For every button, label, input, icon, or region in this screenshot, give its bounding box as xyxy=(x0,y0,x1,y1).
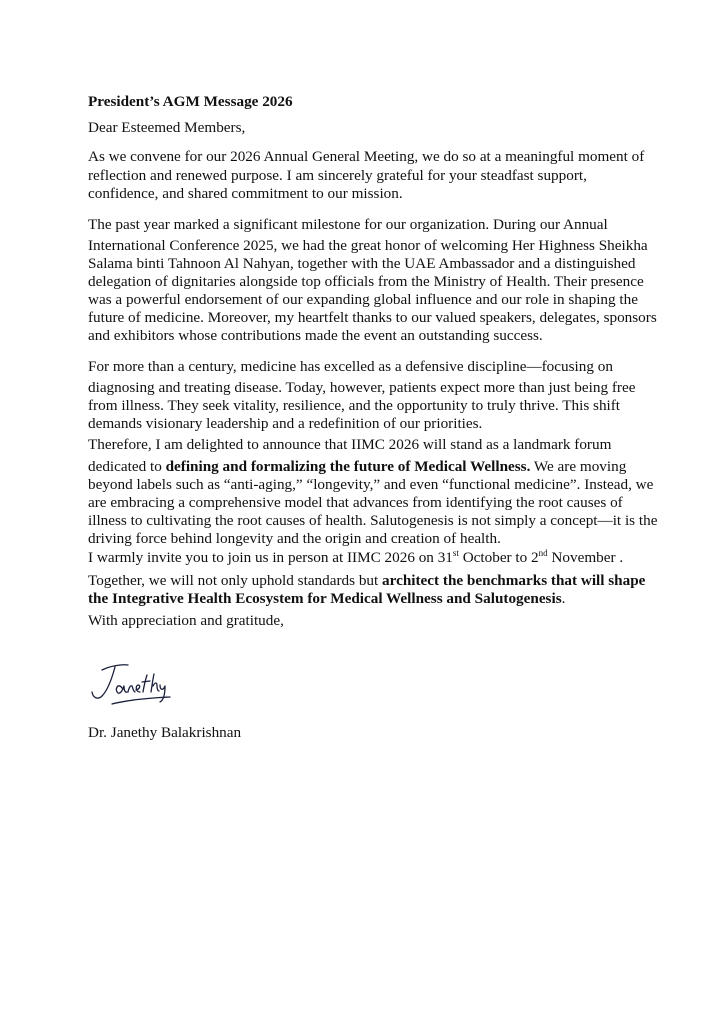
bold-emphasis: defining and formalizing the future of Medical Wellness. xyxy=(165,458,531,475)
together-line xyxy=(88,590,565,608)
para4-line: illness to cultivating the root causes of health. Salutogenesis is not simply a concept—it is the xyxy=(88,512,658,529)
para1-line: As we convene for our 2026 Annual General Meeting, we do so at a meaningful moment of xyxy=(88,148,645,165)
para3-line: For more than a century, medicine has excelled as a defensive discipline—focusing on xyxy=(88,358,613,375)
together-line xyxy=(88,572,645,590)
signature-icon xyxy=(88,660,188,708)
para4-line: driving force behind longevity and the origin and creation of health. xyxy=(88,530,501,547)
para4-line: are embracing a comprehensive model that advances from identifying the root causes of xyxy=(88,494,623,511)
para1-line: reflection and renewed purpose. I am sincerely grateful for your steadfast support, xyxy=(88,167,587,184)
para2-line: International Conference 2025, we had the great honor of welcoming Her Highness Sheikha xyxy=(88,237,648,254)
salutation: Dear Esteemed Members, xyxy=(88,119,246,136)
ordinal: st xyxy=(452,548,459,558)
para4-line: beyond labels such as “anti-aging,” “longevity,” and even “functional medicine”. Instead, we xyxy=(88,476,654,493)
text: . xyxy=(561,590,566,607)
para3-line: from illness. They seek vitality, resilience, and the opportunity to truly thrive. This shift xyxy=(88,397,621,414)
para4-line xyxy=(88,458,626,476)
para2-line: Salama binti Tahnoon Al Nahyan, together with the UAE Ambassador and a distinguished xyxy=(88,255,636,272)
para2-line: The past year marked a significant milestone for our organization. During our Annual xyxy=(88,216,608,233)
para2-line: was a powerful endorsement of our expanding global influence and our role in shaping the xyxy=(88,291,638,308)
text: dedicated to xyxy=(88,458,166,475)
bold-emphasis: the Integrative Health Ecosystem for Medical Wellness and Salutogenesis xyxy=(88,590,562,607)
signatory-name: Dr. Janethy Balakrishnan xyxy=(88,724,242,741)
text: Together, we will not only uphold standards but xyxy=(88,572,383,589)
letter-title: President’s AGM Message 2026 xyxy=(88,93,293,110)
text: October to 2 xyxy=(458,549,539,566)
para3-line: demands visionary leadership and a redefinition of our priorities. xyxy=(88,415,483,432)
para2-line: and exhibitors whose contributions made the event an outstanding success. xyxy=(88,327,543,344)
para2-line: delegation of dignitaries alongside top officials from the Ministry of Health. Their presence xyxy=(88,273,644,290)
invite-line xyxy=(88,549,623,567)
closing: With appreciation and gratitude, xyxy=(88,612,284,629)
bold-emphasis: architect the benchmarks that will shape xyxy=(382,572,646,589)
text: I warmly invite you to join us in person at IIMC 2026 on 31 xyxy=(88,549,453,566)
text: November . xyxy=(547,549,624,566)
para4-line: Therefore, I am delighted to announce that IIMC 2026 will stand as a landmark forum xyxy=(88,436,612,453)
para2-line: future of medicine. Moreover, my heartfelt thanks to our valued speakers, delegates, sponsors xyxy=(88,309,657,326)
para1-line: confidence, and shared commitment to our mission. xyxy=(88,185,403,202)
para3-line: diagnosing and treating disease. Today, however, patients expect more than just being free xyxy=(88,379,636,396)
text: We are moving xyxy=(530,458,627,475)
ordinal: nd xyxy=(538,548,548,558)
